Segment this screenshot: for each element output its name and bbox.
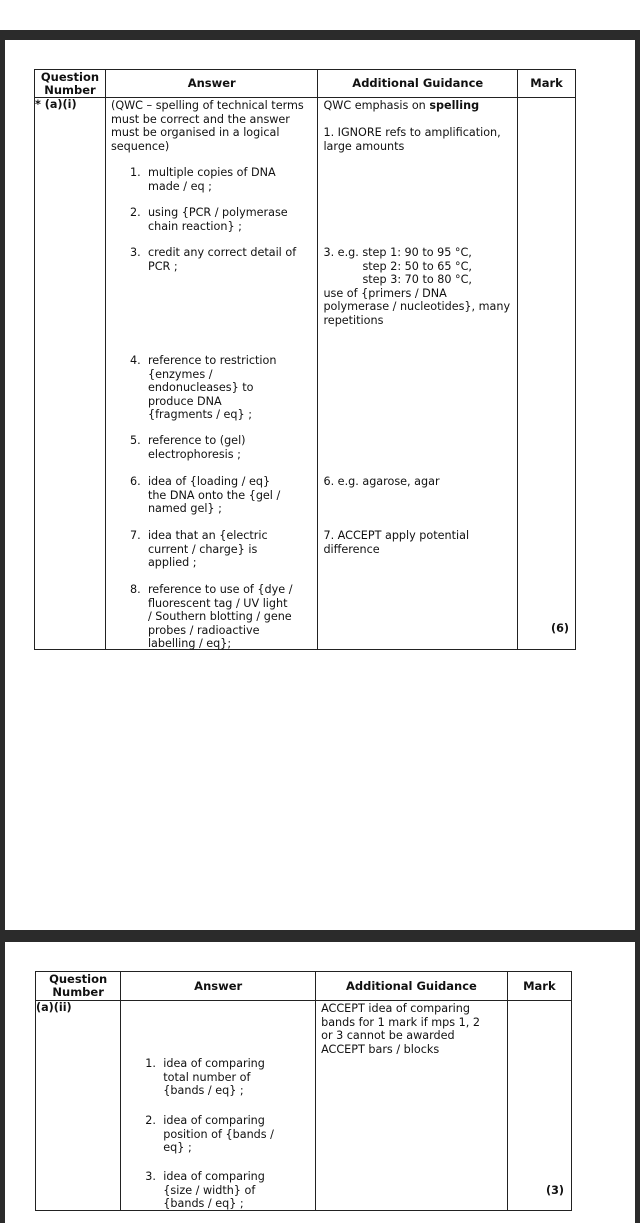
header-mark: Mark [507, 972, 571, 1001]
mark-value: (6) [550, 622, 569, 635]
header-guidance: Additional Guidance [316, 972, 508, 1001]
header-answer: Answer [105, 70, 318, 98]
header-guidance: Additional Guidance [318, 70, 518, 98]
mark-scheme-table-2 [35, 971, 572, 1211]
header-question-number: Question Number [35, 70, 106, 98]
question-number: (a)(ii) [36, 1001, 121, 1211]
previous-page-strip [0, 0, 640, 30]
guidance-6: 6. e.g. agarose, agar [323, 475, 440, 488]
guidance-7: 7. ACCEPT apply potential difference [323, 529, 470, 556]
guidance-3: 3. e.g. step 1: 90 to 95 °C, step 2: 50 to 65 °C, step 3: 70 to 80 °C, use of {primers / DNA polymerase / nucleotides}, many repetitions [323, 246, 511, 327]
mark-cell [518, 98, 576, 650]
mark-cell [507, 1001, 571, 1211]
guidance-1: 1. IGNORE refs to amplification, large amounts [323, 126, 501, 153]
answer-cell: 1. idea of comparing total number of {bands / eq} ; 2. idea of comparing position of {bands / eq} ; 3. idea of comparing {size / width} of {bands / eq} ; [121, 1001, 316, 1211]
guidance-cell [316, 1001, 508, 1211]
guidance-qwc: QWC emphasis on spelling [323, 99, 480, 112]
mark-scheme-table-1 [34, 69, 576, 650]
header-question-number: Question Number [36, 972, 121, 1001]
answer-cell: (QWC – spelling of technical terms must be correct and the answer must be organised in a logical sequence) 1. multiple copies of DNA made / eq ; 2. using {PCR / polymerase chain reaction} ; 3. credit any correct detail of PCR ; 4. reference to restriction {enzymes / endonucleases} to produce DNA {fragments / eq} ; 5. reference to (gel) electrophoresis ; 6. idea of {loading / eq} the DNA onto the {gel / named gel} ; 7. idea that an {electric current / charge} is applied ; 8. reference to use of {dye / fluorescent tag / UV light / Southern blotting / gene probes / radioactive labelling / eq}; [105, 98, 318, 650]
guidance-text: ACCEPT idea of comparing bands for 1 mark if mps 1, 2 or 3 cannot be awarded ACCEPT bars / blocks [321, 1002, 480, 1056]
qwc-intro: (QWC – spelling of technical terms must be correct and the answer must be organised in a logical sequence) [110, 99, 304, 153]
mark-scheme-page-2 [5, 942, 635, 1223]
mark-value: (3) [545, 1184, 564, 1197]
question-number: * (a)(i) [35, 98, 106, 650]
guidance-cell [318, 98, 518, 650]
header-answer: Answer [121, 972, 316, 1001]
mark-scheme-page-1 [5, 40, 635, 930]
header-mark: Mark [518, 70, 576, 98]
